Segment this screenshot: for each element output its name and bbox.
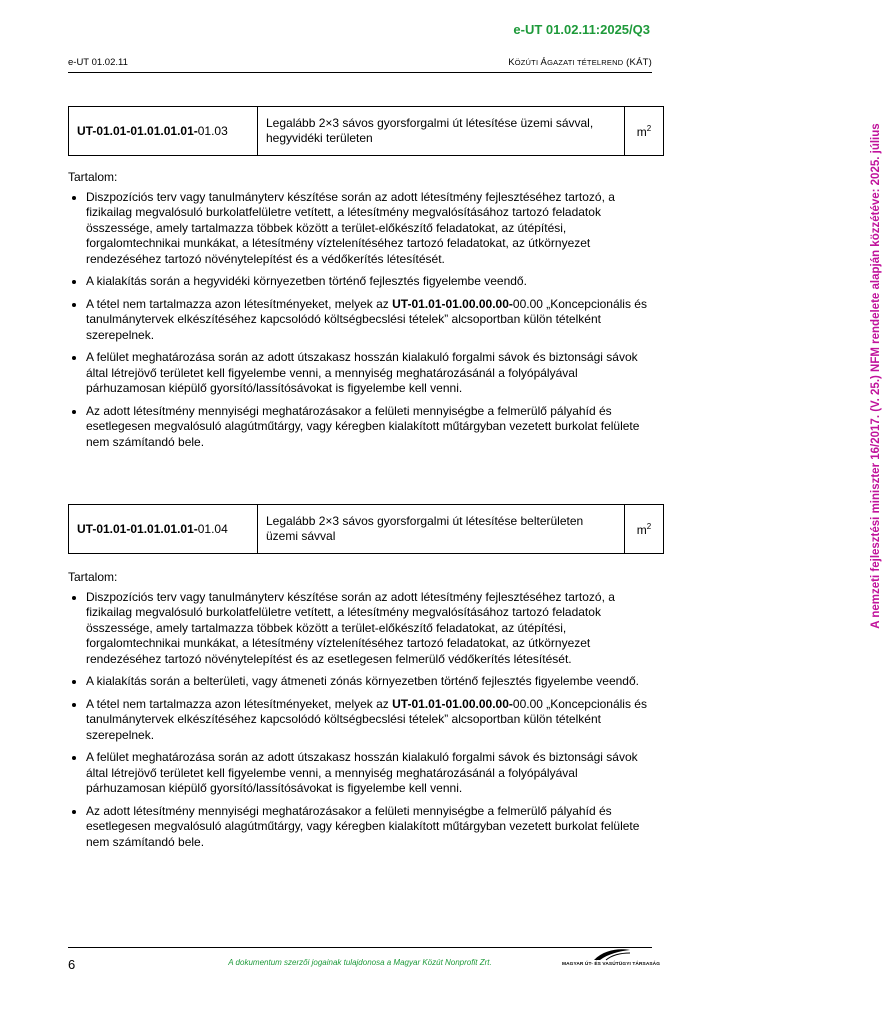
item-unit: [625, 107, 664, 156]
content-list: [68, 590, 660, 851]
unit-exponent: 2: [646, 521, 652, 531]
list-item-text: A tétel nem tartalmazza azon létesítményeket, melyek az: [86, 296, 393, 311]
side-publication-note: A nemzeti fejlesztési miniszter 16/2017. (V. 25.) NFM rendelete alapján közzétéve: 2025. július: [870, 123, 882, 629]
running-header-right-part: GAZATI TÉTELREND: [547, 58, 624, 67]
document-code: e-UT 01.02.11:2025/Q3: [513, 22, 650, 37]
society-logo: [562, 946, 661, 972]
item-code-rest: 01.03: [197, 124, 228, 138]
list-item: Diszpozíciós terv vagy tanulmányterv készítése során az adott létesítmény fejlesztéséhez tartozó, a fizikailag megvalósuló burkolatfelületre vetített, a létesítmény megvalósításához tartozó feladatok összessége, amely tartalmazza többek között a terület-előkészítő feladatokat, az útépítési, forgalomtechnikai munkákat, a létesítmény víztelenítéséhez tartozó feladatokat, az útkörnyezet rendezéséhez tartozó növénytelepítést és a védőkerítés létesítését.: [68, 190, 660, 268]
content-heading: Tartalom:: [68, 170, 118, 184]
running-header-right-part: K: [508, 57, 515, 68]
unit-base: m: [636, 522, 647, 537]
item-row: [69, 107, 664, 156]
list-item-text: A tétel nem tartalmazza azon létesítményeket, melyek az: [86, 696, 393, 711]
list-item: A felület meghatározása során az adott útszakasz hosszán kialakuló forgalmi sávok és biztonsági sávok által létrejövő területet kell figyelembe venni, a mennyiség meghatározásánál a folyópályával párhuzamosan kiépülő gyorsító/lassítósávokat is figyelembe kell venni.: [68, 750, 660, 797]
list-item: [68, 297, 660, 344]
list-item-text: 00.00 „Koncepcionális és tanulmánytervek elkészítéséhez kapcsolódó költségbecslési tételek” alcsoportban külön tételként szerepelnek.: [86, 696, 647, 742]
list-item: Az adott létesítmény mennyiségi meghatározásakor a felületi mennyiségbe a felmerülő pályahíd és esetlegesen megvalósuló alagútműtárgy, vagy kéregben kialakított műtárgyban vezetett burkolat felülete nem számítandó bele.: [68, 804, 660, 851]
running-header-right-part: Á: [540, 57, 548, 68]
list-item-code: UT-01.01-01.00.00.00-: [392, 696, 513, 711]
list-item: A felület meghatározása során az adott útszakasz hosszán kialakuló forgalmi sávok és biztonsági sávok által létrejövő területet kell figyelembe venni, a mennyiség meghatározásánál a folyópályával párhuzamosan kiépülő gyorsító/lassítósávokat is figyelembe kell venni.: [68, 350, 660, 397]
list-item-code: UT-01.01-01.00.00.00-: [392, 296, 513, 311]
running-header-left: e-UT 01.02.11: [68, 57, 128, 68]
running-header-right-part: ÖZÚTI: [514, 58, 541, 67]
item-code: [69, 107, 258, 156]
item-unit: [625, 505, 664, 554]
list-item: Diszpozíciós terv vagy tanulmányterv készítése során az adott létesítmény fejlesztéséhez tartozó, a fizikailag megvalósuló burkolatfelületre vetített, a létesítmény megvalósításához tartozó feladatok összessége, amely tartalmazza többek között a terület-előkészítő feladatokat, az útépítési, forgalomtechnikai munkákat, a létesítmény víztelenítéséhez tartozó feladatokat, az útkörnyezet rendezéséhez tartozó növénytelepítést és az esetlegesen felmerülő védőkerítés létesítését.: [68, 590, 660, 668]
list-item: A kialakítás során a belterületi, vagy átmeneti zónás környezetben történő fejlesztés figyelembe veendő.: [68, 674, 660, 690]
list-item: [68, 697, 660, 744]
road-swoosh-icon: [592, 946, 632, 962]
list-item: Az adott létesítmény mennyiségi meghatározásakor a felületi mennyiségbe a felmerülő pályahíd és esetlegesen megvalósuló alagútműtárgy, vagy kéregben kialakított műtárgyban vezetett burkolat felülete nem számítandó bele.: [68, 404, 660, 451]
content-section: [68, 570, 660, 857]
item-table: [68, 106, 664, 156]
item-code-bold: UT-01.01-01.01.01.01-: [77, 522, 198, 536]
running-header-right-part: (KÁT): [623, 57, 652, 68]
logo-text: MAGYAR ÚT- ÉS VASÚTÜGYI TÁRSASÁG: [562, 962, 661, 967]
header-rule: [68, 72, 652, 73]
unit-exponent: 2: [646, 123, 652, 133]
copyright-notice: A dokumentum szerzői jogainak tulajdonosa a Magyar Közút Nonprofit Zrt.: [228, 958, 492, 967]
item-row: [69, 505, 664, 554]
item-code-rest: 01.04: [197, 522, 228, 536]
item-code-bold: UT-01.01-01.01.01.01-: [77, 124, 198, 138]
page-number: 6: [68, 957, 76, 972]
item-description: Legalább 2×3 sávos gyorsforgalmi út létesítése belterületen üzemi sávval: [258, 505, 625, 554]
item-code: [69, 505, 258, 554]
content-section: [68, 170, 660, 457]
item-description: Legalább 2×3 sávos gyorsforgalmi út létesítése üzemi sávval, hegyvidéki területen: [258, 107, 625, 156]
content-heading: Tartalom:: [68, 570, 118, 584]
list-item-text: 00.00 „Koncepcionális és tanulmánytervek elkészítéséhez kapcsolódó költségbecslési tételek” alcsoportban külön tételként szerepelnek.: [86, 296, 647, 342]
list-item: A kialakítás során a hegyvidéki környezetben történő fejlesztés figyelembe veendő.: [68, 274, 660, 290]
running-header-right: [508, 57, 652, 68]
content-list: [68, 190, 660, 451]
item-table: [68, 504, 664, 554]
unit-base: m: [636, 124, 647, 139]
